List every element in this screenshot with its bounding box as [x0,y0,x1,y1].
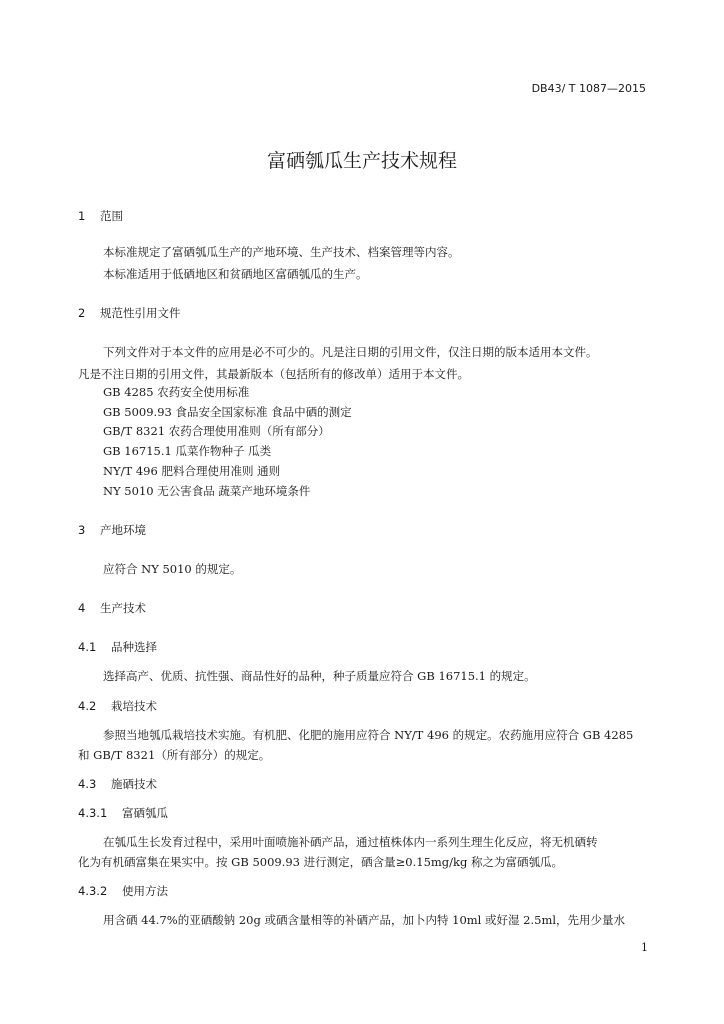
section-title: 施硒技术 [111,777,157,791]
section-4-heading [78,600,146,616]
subsection-4-1-heading [78,639,157,655]
document-title: 富硒瓠瓜生产技术规程 [266,150,457,172]
section-title: 栽培技术 [111,699,157,713]
page-number: 1 [641,941,648,954]
paragraph-line: 本标准规定了富硒瓠瓜生产的产地环境、生产技术、档案管理等内容。 [103,245,460,259]
reference-item: NY/T 496 肥料合理使用准则 通则 [103,464,281,478]
section-title: 规范性引用文件 [100,306,181,320]
section-title: 生产技术 [100,601,146,615]
section-number: 4.3 [78,777,97,791]
subsection-4-3-1-heading [78,805,168,821]
section-number: 4 [78,601,86,615]
paragraph-line: 化为有机硒富集在果实中。按 GB 5009.93 进行测定，硒含量≥0.15mg/kg 称之为富硒瓠瓜。 [78,855,564,869]
paragraph-line: 本标准适用于低硒地区和贫硒地区富硒瓠瓜的生产。 [103,267,368,281]
document-code: DB43/ T 1087—2015 [531,82,646,95]
section-number: 4.3.1 [78,806,108,820]
paragraph-line: 在瓠瓜生长发育过程中，采用叶面喷施补硒产品，通过植株体内一系列生理生化反应，将无机硒转 [103,835,598,849]
section-number: 4.2 [78,699,97,713]
paragraph-line: 凡是不注日期的引用文件，其最新版本（包括所有的修改单）适用于本文件。 [78,367,469,381]
paragraph-line: 应符合 NY 5010 的规定。 [103,562,242,576]
paragraph-line: 和 GB/T 8321（所有部分）的规定。 [78,748,271,762]
subsection-4-3-2-heading [78,883,168,899]
section-1-heading [78,208,123,224]
section-title: 使用方法 [122,884,168,898]
section-title: 范围 [100,209,123,223]
section-number: 1 [78,209,86,223]
paragraph-line: 下列文件对于本文件的应用是必不可少的。凡是注日期的引用文件，仅注日期的版本适用本文件。 [103,345,598,359]
paragraph-line: 参照当地瓠瓜栽培技术实施。有机肥、化肥的施用应符合 NY/T 496 的规定。农药施用应符合 GB 4285 [103,728,634,742]
reference-item: GB 16715.1 瓜菜作物种子 瓜类 [103,444,272,458]
subsection-4-2-heading [78,698,157,714]
paragraph-line: 选择高产、优质、抗性强、商品性好的品种，种子质量应符合 GB 16715.1 的规定。 [103,669,536,683]
section-number: 4.3.2 [78,884,108,898]
section-title: 产地环境 [100,523,146,537]
reference-item: GB 5009.93 食品安全国家标准 食品中硒的测定 [103,405,352,419]
reference-item: GB/T 8321 农药合理使用准则（所有部分） [103,424,330,438]
section-2-heading [78,305,181,321]
section-number: 4.1 [78,640,97,654]
subsection-4-3-heading [78,776,157,792]
reference-item: NY 5010 无公害食品 蔬菜产地环境条件 [103,484,311,498]
section-3-heading [78,522,146,538]
section-title: 品种选择 [111,640,157,654]
section-number: 3 [78,523,86,537]
section-title: 富硒瓠瓜 [122,806,168,820]
paragraph-line: 用含硒 44.7%的亚硒酸钠 20g 或硒含量相等的补硒产品，加卜内特 10ml 或好湿 2.5ml，先用少量水 [103,913,626,927]
reference-item: GB 4285 农药安全使用标准 [103,385,250,399]
section-number: 2 [78,306,86,320]
